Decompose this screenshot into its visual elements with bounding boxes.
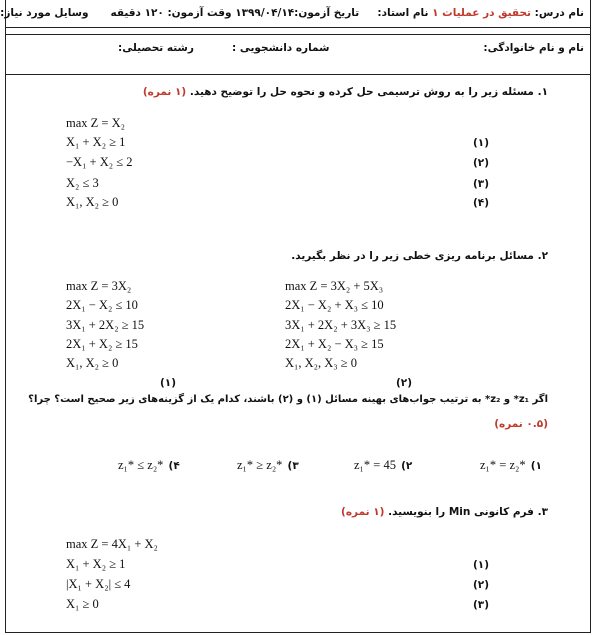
duration-label: وقت آزمون:: [167, 7, 232, 19]
major-label: رشته تحصیلی:: [118, 42, 194, 54]
q3-constraint: X₁ + X₂ ≥ 1: [66, 557, 126, 571]
q3-objective: max Z = 4X₁ + X₂: [66, 537, 158, 551]
header-row-2: [5, 34, 591, 75]
q2-right-line: 2X₁ + X₂ − X₃ ≥ 15: [285, 337, 384, 351]
tools-label: وسایل مورد نیاز:: [0, 7, 89, 19]
q3-constraint: X₁ ≥ 0: [66, 597, 99, 611]
q1-constraint-num: (۴): [473, 197, 490, 209]
q1-text: ۱. مسئله زیر را به روش ترسیمی حل کرده و نحوه حل را توضیح دهید. (۱ نمره): [142, 86, 548, 98]
q1-constraint-num: (۱): [473, 137, 490, 149]
q3-score: (۱ نمره): [341, 506, 385, 518]
q1-constraint-num: (۳): [473, 178, 490, 190]
course-label: نام درس:: [534, 7, 584, 19]
q1-objective: max Z = X₂: [66, 116, 125, 130]
q2-option: z₁* ≤ z₂* (۴: [118, 458, 180, 472]
q2-label-1: (۱): [160, 377, 177, 389]
date-value: ۱۳۹۹/۰۴/۱۴: [235, 7, 295, 19]
date-label: تاریخ آزمون:: [294, 7, 360, 19]
name-label: نام و نام خانوادگی:: [483, 42, 584, 54]
header-fields: [0, 7, 584, 19]
q2-right-line: 2X₁ − X₂ + X₃ ≤ 10: [285, 298, 384, 312]
q1-score: (۱ نمره): [142, 86, 187, 98]
q3-constraint-num: (۳): [473, 599, 490, 611]
q2-question: اگر z₁* و z₂* به ترتیب جواب‌های بهینه مسائل (۱) و (۲) باشند، کدام یک از گزینه‌های زیر صحیح است؟ چرا؟: [28, 394, 548, 405]
q2-left-line: X₁, X₂ ≥ 0: [66, 356, 119, 370]
q2-label-2: (۲): [396, 377, 413, 389]
q2-left-line: 2X₁ + X₂ ≥ 15: [66, 337, 138, 351]
q1-constraint-num: (۲): [473, 157, 490, 169]
q2-left-line: max Z = 3X₂: [66, 279, 132, 293]
q3-constraint-num: (۲): [473, 579, 490, 591]
student-id-label: شماره دانشجویی :: [232, 42, 330, 54]
duration-value: ۱۲۰ دقیقه: [110, 7, 164, 19]
q2-left-line: 2X₁ − X₂ ≤ 10: [66, 298, 138, 312]
q1-constraint: −X₁ + X₂ ≤ 2: [66, 155, 133, 169]
course-value: تحقیق در عملیات ۱: [432, 7, 531, 19]
q1-constraint: X₁ + X₂ ≥ 1: [66, 135, 126, 149]
q2-option: z₁* = 45 (۲: [354, 458, 413, 472]
q2-option: z₁* = z₂* (۱: [480, 458, 542, 472]
q2-option: z₁* ≥ z₂* (۳: [237, 458, 299, 472]
q2-right-line: X₁, X₂, X₃ ≥ 0: [285, 356, 358, 370]
q3-constraint: |X₁ + X₂| ≤ 4: [66, 577, 131, 591]
teacher-label: نام استاد:: [377, 7, 429, 19]
q3-text: ۳. فرم کانونی Min را بنویسید. (۱ نمره): [341, 506, 548, 518]
q2-right-line: max Z = 3X₂ + 5X₃: [285, 279, 384, 293]
q3-constraint-num: (۱): [473, 559, 490, 571]
q2-left-line: 3X₁ + 2X₂ ≥ 15: [66, 318, 145, 332]
q2-right-line: 3X₁ + 2X₂ + 3X₃ ≥ 15: [285, 318, 397, 332]
q1-constraint: X₁, X₂ ≥ 0: [66, 195, 119, 209]
q2-score: (۰.۵ نمره): [494, 418, 548, 430]
q2-text: ۲. مسائل برنامه ریزی خطی زیر را در نظر بگیرید.: [291, 250, 548, 262]
q1-constraint: X₂ ≤ 3: [66, 176, 99, 190]
